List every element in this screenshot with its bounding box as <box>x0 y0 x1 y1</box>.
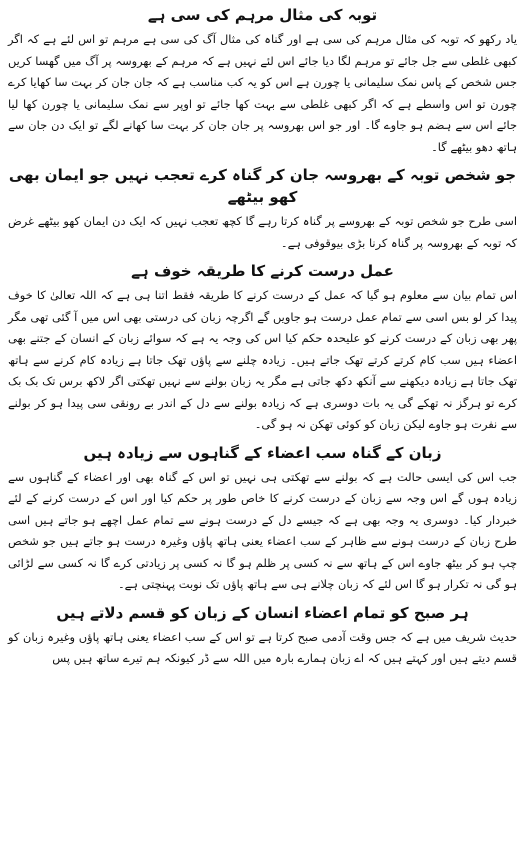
section-paragraph: یاد رکھو کہ توبہ کی مثال مرہم کی سی ہے اور گناہ کی مثال آگ کی سی ہے مرہم تو اس لئے ہے کہ اگر کبھی غلطی سے جل جائے تو مرہم لگا دیا جائے اس لئے نہیں ہے کہ مرہم کے بھروسہ پر آگ میں گھسا کریں جس شخص کے پاس نمک سلیمانی یا چورن ہے اس کو یہ کب مناسب ہے کہ جان جان کر بہت سا کھایا کرے چورن تو اس واسطے ہے کہ اگر کبھی غلطی سے بہت کھا جائے تو اوپر سے نمک سلیمانی یا چورن کھا لیا جائے اس سے ہضم ہو جاوے گا۔ اور جو اس بھروسہ پر جان جان کر بہت سا کھانے لگے تو ایک دن جان سے ہاتھ دھو بیٹھے گا۔ <box>8 32 517 154</box>
section-fear-corrects-deeds <box>8 260 517 436</box>
section-paragraph: حدیث شریف میں ہے کہ جس وقت آدمی صبح کرتا ہے تو اس کے سب اعضاء یعنی ہاتھ پاؤں وغیرہ زبان کو قسم دیتے ہیں اور کہتے ہیں کہ اے زبان ہمارے بارہ میں اللہ سے ڈر کیونکہ ہم تیرے ساتھ ہیں پس <box>8 629 517 665</box>
section-limbs-swear-tongue <box>8 602 517 670</box>
section-repentance-ointment <box>8 4 517 158</box>
section-paragraph: اس تمام بیان سے معلوم ہو گیا کہ عمل کے درست کرنے کا طریقہ فقط اتنا ہی ہے کہ اللہ تعالیٰ کا خوف پیدا کر لو بس اسی سے تمام عمل درست ہو جاویں گے اگرچہ زبان کی درستی بھی اس میں آ گئی تھی مگر پھر بھی زبان کے درست کرنے کو علیحدہ حکم کیا اس کی وجہ یہ ہے کہ سوائے زبان کے انسان کے جتنے بھی اعضاء ہیں سب کام کرتے کرتے تھک جاتے ہیں۔ زیادہ چلنے سے پاؤں تھک جاتا ہے زیادہ کام کرنے سے ہاتھ تھک جاتا ہے زیادہ دیکھنے سے آنکھ دکھ جاتی ہے مگر یہ زبان بولنے سے نہیں تھکتی اگر لاکھ برس تک بک بک کرے تو ہرگز نہ تھکے گی یہ بات دوسری ہے کہ زیادہ بولنے سے دل کے اندر بے رونقی سی پیدا ہو کر بولنے سے نفرت ہو جاوے لیکن زبان کو کوئی تھکن نہ ہو گی۔ <box>8 288 517 431</box>
section-paragraph: جب اس کی ایسی حالت ہے کہ بولنے سے تھکتی ہی نہیں تو اس کے گناہ بھی اور اعضاء کے گناہوں سے زیادہ ہوں گے اس وجہ سے زبان کے درست کرنے کا خاص طور پر حکم کیا اور اس کے درست کرنے کے لئے خبردار کیا۔ دوسری یہ وجہ بھی ہے کہ جیسے دل کے درست ہونے سے تمام عمل اچھے ہو جاتے ہیں اسی طرح زبان کے درست ہونے سے ظاہر کے سب اعضاء یعنی ہاتھ پاؤں وغیرہ درست ہو جاتے ہیں جو شخص چپ ہو کر بیٹھ جاوے اس کے ہاتھ سے نہ کسی پر ظلم ہو گا نہ کسی پر زیادتی کرے گا نہ کسی سے لڑائی ہو گی نہ تکرار ہو گا اس لئے کہ زبان چلانے ہی سے ہاتھ پاؤں تک نوبت پہنچتی ہے۔ <box>8 469 517 591</box>
section-sins-of-tongue <box>8 442 517 596</box>
section-heading: توبہ کی مثال مرہم کی سی ہے <box>147 6 378 24</box>
section-heading: زبان کے گناہ سب اعضاء کے گناہوں سے زیادہ ہیں <box>83 443 442 462</box>
section-heading: ہر صبح کو تمام اعضاء انسان کے زبان کو قسم دلاتے ہیں <box>56 603 469 622</box>
section-paragraph: اسی طرح جو شخص توبہ کے بھروسے پر گناہ کرتا رہے گا کچھ تعجب نہیں کہ ایک دن ایمان کھو بیٹھے غرض کہ توبہ کے بھروسہ پر گناہ کرنا بڑی بیوقوفی ہے۔ <box>8 214 517 250</box>
section-heading: جو شخص توبہ کے بھروسہ جان کر گناہ کرے تعجب نہیں جو ایمان بھی کھو بیٹھے <box>8 166 517 206</box>
section-reliance-on-repentance <box>8 164 517 254</box>
section-heading: عمل درست کرنے کا طریقہ خوف ہے <box>131 262 394 280</box>
